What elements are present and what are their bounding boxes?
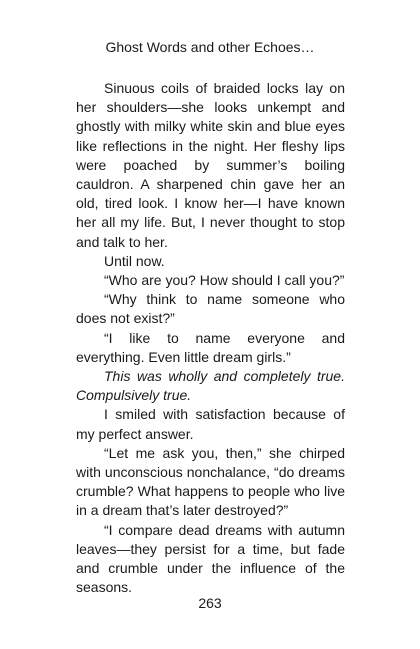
paragraph: Sinuous coils of braided locks lay on her shoulders—she looks unkempt and ghostly with milky white skin and blue eyes like reflections in the night. Her fleshy lips were poached by summer’s boiling cauldron. A sharpened chin gave her an old, tired look. I know her—I have known her all my life. But, I never thought to stop and talk to her. (76, 80, 345, 250)
body-text (76, 79, 345, 597)
paragraph: Until now. (104, 252, 165, 269)
paragraph: “Who are you? How should I call you?” (104, 272, 345, 289)
paragraph: “I like to name everyone and everything. Even little dream girls.” (76, 329, 345, 365)
page-number: 263 (198, 595, 222, 611)
running-head: Ghost Words and other Echoes… (105, 39, 315, 55)
paragraph: I smiled with satisfaction because of my perfect answer. (76, 406, 345, 442)
italic-paragraph: This was wholly and completely true. Compulsively true. (76, 368, 345, 404)
paragraph: “I compare dead dreams with autumn leaves—they persist for a time, but fade and crumble under the influence of the seasons. (76, 521, 345, 596)
paragraph: “Why think to name someone who does not exist?” (76, 291, 345, 327)
paragraph: “Let me ask you, then,” she chirped with unconscious nonchalance, “do dreams crumble? What happens to people who live in a dream that’s later destroyed?” (76, 444, 345, 519)
